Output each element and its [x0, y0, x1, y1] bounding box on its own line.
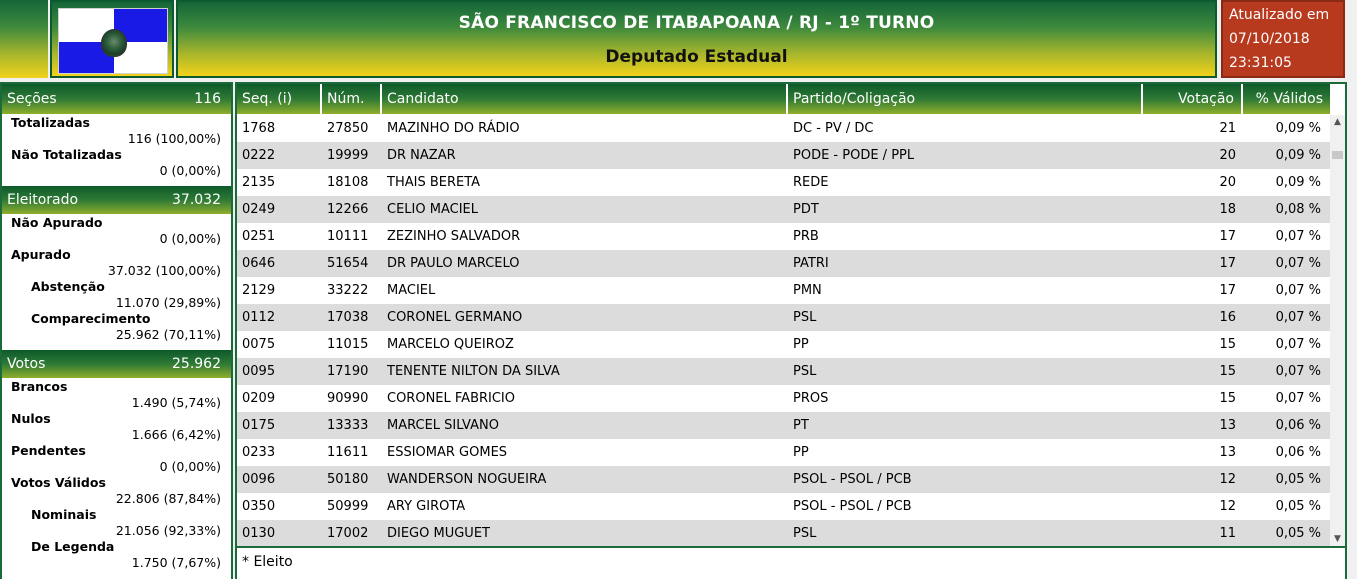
cell-num: 17190	[327, 364, 369, 379]
stat-label: Nulos	[11, 411, 51, 426]
cell-seq: 0096	[242, 472, 276, 487]
cell-num: 17002	[327, 526, 369, 541]
cell-validos: 0,05 %	[1275, 472, 1321, 487]
cell-candidato: THAIS BERETA	[387, 175, 481, 190]
stat-value: 25.962 (70,11%)	[115, 327, 221, 342]
cell-votacao: 11	[1219, 526, 1236, 541]
cell-num: 17038	[327, 310, 369, 325]
cell-candidato: CORONEL FABRICIO	[387, 391, 515, 406]
votos-value: 25.962	[172, 356, 221, 372]
cell-validos: 0,05 %	[1275, 499, 1321, 514]
updated-date: 07/10/2018	[1229, 31, 1310, 47]
cell-seq: 0249	[242, 202, 276, 217]
cell-votacao: 12	[1219, 472, 1236, 487]
cell-candidato: ZEZINHO SALVADOR	[387, 229, 521, 244]
municipal-flag-icon	[58, 8, 168, 74]
page-subtitle: Deputado Estadual	[605, 47, 788, 67]
cell-seq: 0222	[242, 148, 276, 163]
stat-apurado	[2, 246, 231, 278]
secoes-label: Seções	[7, 91, 57, 107]
cell-seq: 0112	[242, 310, 276, 325]
stat-value: 116 (100,00%)	[127, 131, 221, 146]
table-row[interactable]	[237, 115, 1330, 142]
cell-votacao: 15	[1219, 364, 1236, 379]
cell-candidato: CELIO MACIEL	[387, 202, 478, 217]
stat-value: 11.070 (29,89%)	[115, 295, 221, 310]
cell-validos: 0,07 %	[1275, 229, 1321, 244]
cell-partido: PP	[793, 337, 809, 352]
cell-seq: 0175	[242, 418, 276, 433]
stat-totalizadas	[2, 114, 231, 146]
cell-candidato: MARCEL SILVANO	[387, 418, 499, 433]
cell-seq: 0646	[242, 256, 276, 271]
footer-divider	[237, 546, 1345, 548]
cell-votacao: 15	[1219, 391, 1236, 406]
table-row[interactable]	[237, 277, 1330, 304]
cell-votacao: 13	[1219, 418, 1236, 433]
stat-label: Abstenção	[31, 279, 105, 294]
cell-num: 27850	[327, 121, 369, 136]
cell-partido: PSOL - PSOL / PCB	[793, 472, 912, 487]
stat-pendentes	[2, 442, 231, 474]
cell-validos: 0,08 %	[1275, 202, 1321, 217]
summary-panel	[0, 82, 233, 579]
cell-votacao: 20	[1219, 148, 1236, 163]
table-body[interactable]	[237, 115, 1330, 546]
table-row[interactable]	[237, 331, 1330, 358]
cell-partido: PRB	[793, 229, 819, 244]
stat-value: 0 (0,00%)	[159, 231, 221, 246]
cell-candidato: WANDERSON NOGUEIRA	[387, 472, 547, 487]
header-right-strip	[1347, 0, 1357, 80]
cell-num: 10111	[327, 229, 369, 244]
cell-candidato: TENENTE NILTON DA SILVA	[387, 364, 560, 379]
table-row[interactable]	[237, 196, 1330, 223]
column-header-candidato[interactable]: Candidato	[382, 84, 788, 114]
cell-seq: 0209	[242, 391, 276, 406]
column-header-partido[interactable]: Partido/Coligação	[788, 84, 1143, 114]
stat-brancos	[2, 378, 231, 410]
cell-seq: 0350	[242, 499, 276, 514]
column-header-validos[interactable]: % Válidos	[1243, 84, 1330, 114]
cell-validos: 0,07 %	[1275, 391, 1321, 406]
cell-partido: PT	[793, 418, 809, 433]
secoes-header	[2, 84, 231, 114]
stat-nominais	[2, 506, 231, 538]
cell-num: 11611	[327, 445, 369, 460]
stat-label: Não Apurado	[11, 215, 103, 230]
eleitorado-value: 37.032	[172, 192, 221, 208]
stat-nao-apurado	[2, 214, 231, 246]
table-row[interactable]	[237, 169, 1330, 196]
cell-validos: 0,07 %	[1275, 310, 1321, 325]
cell-candidato: ESSIOMAR GOMES	[387, 445, 508, 460]
stat-label: De Legenda	[31, 539, 115, 554]
table-row[interactable]	[237, 466, 1330, 493]
vertical-scrollbar[interactable]	[1330, 115, 1345, 546]
header-left-band	[0, 0, 48, 78]
cell-validos: 0,09 %	[1275, 175, 1321, 190]
column-header-num[interactable]: Núm.	[322, 84, 382, 114]
cell-candidato: MACIEL	[387, 283, 436, 298]
cell-validos: 0,06 %	[1275, 418, 1321, 433]
cell-seq: 2129	[242, 283, 276, 298]
cell-partido: DC - PV / DC	[793, 121, 874, 136]
stat-value: 21.056 (92,33%)	[115, 523, 221, 538]
column-header-seq[interactable]: Seq. (i)	[237, 84, 322, 114]
chevron-up-icon[interactable]: ▲	[1334, 117, 1341, 127]
stat-label: Totalizadas	[11, 115, 90, 130]
header	[0, 0, 1357, 80]
eleitorado-label: Eleitorado	[7, 192, 79, 208]
table-row[interactable]	[237, 223, 1330, 250]
cell-num: 90990	[327, 391, 369, 406]
cell-candidato: MAZINHO DO RÁDIO	[387, 121, 520, 136]
cell-votacao: 18	[1219, 202, 1236, 217]
cell-partido: REDE	[793, 175, 829, 190]
stat-label: Brancos	[11, 379, 68, 394]
table-row[interactable]	[237, 358, 1330, 385]
stat-nulos	[2, 410, 231, 442]
cell-partido: PODE - PODE / PPL	[793, 148, 915, 163]
cell-num: 13333	[327, 418, 369, 433]
footer-note: * Eleito	[242, 554, 293, 570]
stat-votos-validos	[2, 474, 231, 506]
cell-num: 51654	[327, 256, 369, 271]
stat-label: Nominais	[31, 507, 97, 522]
cell-partido: PSL	[793, 364, 817, 379]
stat-de-legenda	[2, 538, 231, 570]
cell-validos: 0,07 %	[1275, 337, 1321, 352]
cell-validos: 0,07 %	[1275, 364, 1321, 379]
cell-candidato: DR PAULO MARCELO	[387, 256, 520, 271]
flag-box	[50, 0, 174, 78]
cell-validos: 0,09 %	[1275, 121, 1321, 136]
cell-votacao: 20	[1219, 175, 1236, 190]
secoes-value: 116	[194, 91, 221, 107]
stat-value: 1.750 (7,67%)	[131, 555, 221, 570]
cell-num: 19999	[327, 148, 369, 163]
cell-seq: 0075	[242, 337, 276, 352]
cell-votacao: 12	[1219, 499, 1236, 514]
stat-label: Não Totalizadas	[11, 147, 122, 162]
cell-votacao: 17	[1219, 229, 1236, 244]
stat-comparecimento	[2, 310, 231, 342]
stat-value: 1.490 (5,74%)	[131, 395, 221, 410]
cell-validos: 0,07 %	[1275, 283, 1321, 298]
table-header	[237, 84, 1345, 114]
stat-value: 0 (0,00%)	[159, 163, 221, 178]
cell-num: 33222	[327, 283, 369, 298]
cell-partido: PMN	[793, 283, 822, 298]
table-row[interactable]	[237, 304, 1330, 331]
votos-label: Votos	[7, 356, 46, 372]
cell-votacao: 13	[1219, 445, 1236, 460]
stat-nao-totalizadas	[2, 146, 231, 178]
update-box	[1221, 0, 1345, 78]
cell-seq: 2135	[242, 175, 276, 190]
cell-votacao: 16	[1219, 310, 1236, 325]
cell-seq: 0095	[242, 364, 276, 379]
cell-num: 18108	[327, 175, 369, 190]
cell-candidato: ARY GIROTA	[387, 499, 466, 514]
cell-validos: 0,09 %	[1275, 148, 1321, 163]
cell-num: 12266	[327, 202, 369, 217]
cell-partido: PDT	[793, 202, 819, 217]
stat-abstencao	[2, 278, 231, 310]
table-row[interactable]	[237, 250, 1330, 277]
cell-candidato: DR NAZAR	[387, 148, 456, 163]
cell-validos: 0,07 %	[1275, 256, 1321, 271]
cell-seq: 0130	[242, 526, 276, 541]
stat-label: Comparecimento	[31, 311, 151, 326]
cell-num: 50180	[327, 472, 369, 487]
cell-seq: 0233	[242, 445, 276, 460]
title-box	[176, 0, 1217, 78]
cell-partido: PSOL - PSOL / PCB	[793, 499, 912, 514]
stat-label: Pendentes	[11, 443, 86, 458]
table-row[interactable]	[237, 142, 1330, 169]
cell-votacao: 17	[1219, 256, 1236, 271]
cell-partido: PP	[793, 445, 809, 460]
cell-candidato: DIEGO MUGUET	[387, 526, 490, 541]
stat-value: 0 (0,00%)	[159, 459, 221, 474]
table-row[interactable]	[237, 493, 1330, 520]
cell-partido: PSL	[793, 310, 817, 325]
stat-value: 22.806 (87,84%)	[115, 491, 221, 506]
stat-value: 37.032 (100,00%)	[107, 263, 221, 278]
cell-votacao: 17	[1219, 283, 1236, 298]
stat-label: Votos Válidos	[11, 475, 106, 490]
eleitorado-header	[2, 186, 231, 214]
cell-validos: 0,05 %	[1275, 526, 1321, 541]
cell-candidato: MARCELO QUEIROZ	[387, 337, 514, 352]
votos-header	[2, 350, 231, 378]
table-row[interactable]	[237, 520, 1330, 546]
stat-value: 1.666 (6,42%)	[131, 427, 221, 442]
cell-candidato: CORONEL GERMANO	[387, 310, 523, 325]
updated-label: Atualizado em	[1229, 7, 1330, 23]
updated-time: 23:31:05	[1229, 55, 1292, 71]
cell-num: 11015	[327, 337, 369, 352]
cell-partido: PATRI	[793, 256, 829, 271]
cell-partido: PROS	[793, 391, 829, 406]
cell-partido: PSL	[793, 526, 817, 541]
cell-seq: 1768	[242, 121, 276, 136]
cell-seq: 0251	[242, 229, 276, 244]
table-row[interactable]	[237, 439, 1330, 466]
results-table-panel	[235, 82, 1347, 579]
cell-validos: 0,06 %	[1275, 445, 1321, 460]
cell-votacao: 15	[1219, 337, 1236, 352]
page-title: SÃO FRANCISCO DE ITABAPOANA / RJ - 1º TURNO	[458, 13, 935, 33]
chevron-down-icon[interactable]: ▼	[1334, 534, 1341, 544]
stat-label: Apurado	[11, 247, 71, 262]
cell-votacao: 21	[1219, 121, 1236, 136]
table-row[interactable]	[237, 412, 1330, 439]
coat-of-arms-icon	[101, 29, 127, 57]
scrollbar-thumb[interactable]	[1332, 151, 1343, 159]
cell-num: 50999	[327, 499, 369, 514]
table-row[interactable]	[237, 385, 1330, 412]
column-header-votacao[interactable]: Votação	[1143, 84, 1243, 114]
